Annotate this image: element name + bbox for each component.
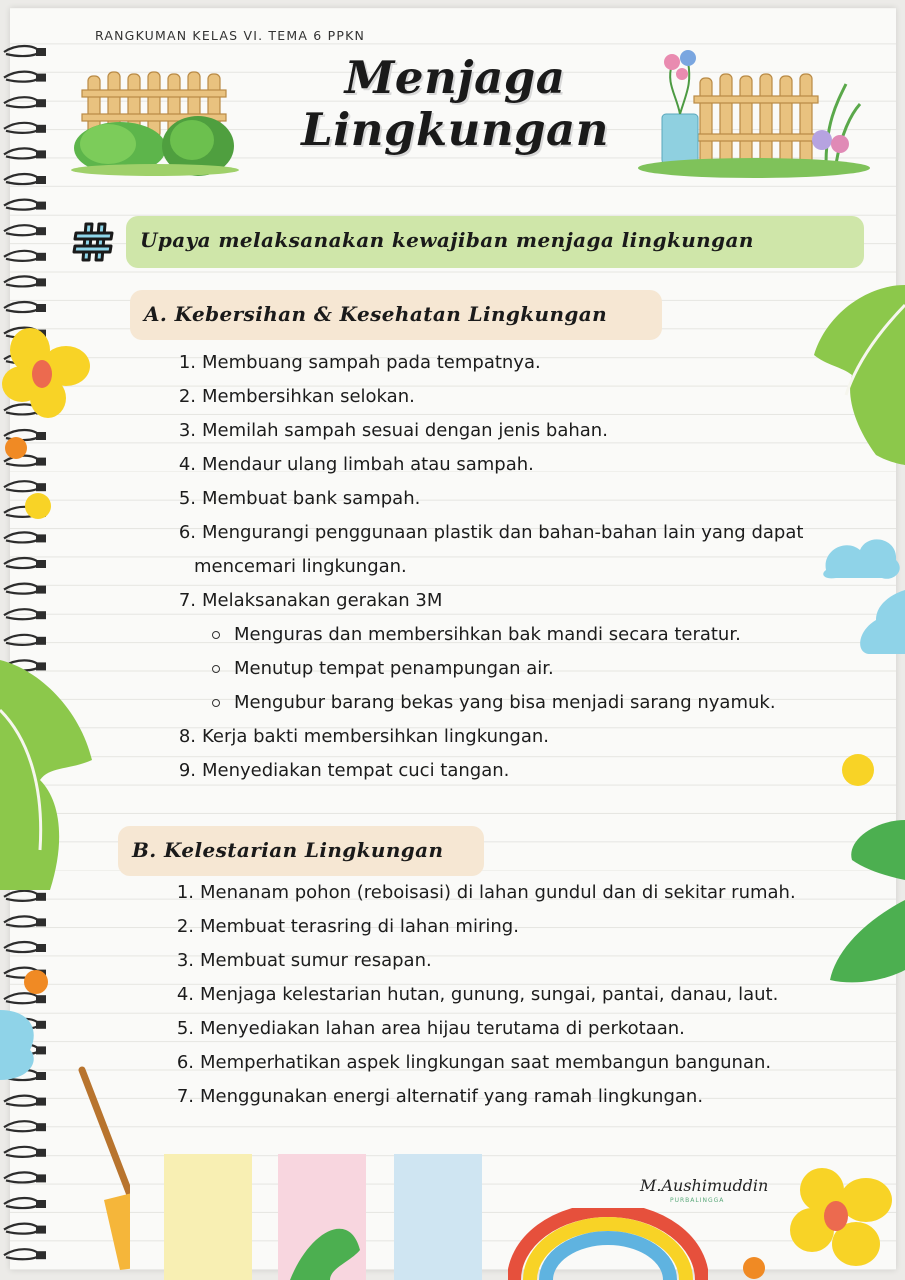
- section-a-list: [170, 346, 850, 788]
- pastel-paper-strips-icon: [160, 1150, 490, 1280]
- green-leaf-right-icon: [806, 275, 905, 470]
- hashtag-icon: [72, 220, 116, 264]
- spiral-ring: [4, 609, 40, 619]
- green-leaf-left-icon: [0, 650, 96, 900]
- list-item: 4. Menjaga kelestarian hutan, gunung, sungai, pantai, danau, laut.: [176, 984, 779, 1005]
- spiral-ring: [4, 942, 40, 952]
- spiral-ring: [4, 72, 40, 82]
- fence-flowerpot-right-illustration: [636, 44, 872, 180]
- spiral-ring: [4, 123, 40, 133]
- page-title: [290, 52, 620, 156]
- blue-cloud-right-icon: [816, 520, 905, 660]
- fence-bush-left-illustration: [70, 66, 240, 178]
- yellow-dot-icon: [836, 748, 876, 788]
- sub-list-item: Menutup tempat penampungan air.: [170, 652, 850, 686]
- spiral-hole: [36, 586, 46, 594]
- spiral-hole: [36, 278, 46, 286]
- spiral-hole: [36, 202, 46, 210]
- list-item: 1. Menanam pohon (reboisasi) di lahan gundul dan di sekitar rumah.: [176, 882, 796, 903]
- list-item: 2. Membuat terasring di lahan miring.: [176, 916, 519, 937]
- spiral-hole: [36, 304, 46, 312]
- spiral-hole: [36, 534, 46, 542]
- spiral-ring: [4, 46, 40, 56]
- list-item: 2. Membersihkan selokan.: [178, 386, 415, 407]
- list-item: 1. Membuang sampah pada tempatnya.: [178, 352, 541, 373]
- spiral-ring: [4, 558, 40, 568]
- spiral-ring: [4, 200, 40, 210]
- list-item: 6. Memperhatikan aspek lingkungan saat membangun bangunan.: [176, 1052, 772, 1073]
- signature: M.Aushimuddin: [640, 1176, 769, 1195]
- spiral-ring: [4, 174, 40, 184]
- list-item: 5. Menyediakan lahan area hijau terutama di perkotaan.: [176, 1018, 685, 1039]
- spiral-hole: [36, 99, 46, 107]
- spiral-ring: [4, 584, 40, 594]
- spiral-hole: [36, 944, 46, 952]
- spiral-hole: [36, 253, 46, 261]
- topic-banner-text: Upaya melaksanakan kewajiban menjaga lingkungan: [140, 228, 754, 252]
- list-item: 9. Menyediakan tempat cuci tangan.: [178, 760, 510, 781]
- broom-icon: [0, 960, 130, 1280]
- yellow-flower-right-icon: [782, 1160, 905, 1270]
- list-item: 3. Memilah sampah sesuai dengan jenis bahan.: [178, 420, 608, 441]
- title-line-1: Menjaga: [344, 51, 566, 104]
- spiral-ring: [4, 97, 40, 107]
- list-item: 5. Membuat bank sampah.: [178, 488, 421, 509]
- list-item: 7. Menggunakan energi alternatif yang ramah lingkungan.: [176, 1086, 704, 1107]
- yellow-flower-left-icon: [0, 320, 100, 520]
- spiral-ring: [4, 532, 40, 542]
- spiral-ring: [4, 225, 40, 235]
- spiral-hole: [36, 74, 46, 82]
- dark-green-leaf-right-icon: [826, 820, 905, 990]
- sub-list-item: Menguras dan membersihkan bak mandi secara teratur.: [170, 618, 850, 652]
- list-item: 4. Mendaur ulang limbah atau sampah.: [178, 454, 534, 475]
- spiral-hole: [36, 176, 46, 184]
- section-b-heading: B. Kelestarian Lingkungan: [132, 838, 444, 862]
- spiral-ring: [4, 302, 40, 312]
- spiral-ring: [4, 148, 40, 158]
- spiral-hole: [36, 150, 46, 158]
- spiral-hole: [36, 637, 46, 645]
- spiral-ring: [4, 276, 40, 286]
- circle-bullet-icon: [210, 666, 222, 672]
- list-item: 8. Kerja bakti membersihkan lingkungan.: [178, 726, 550, 747]
- list-item-continuation: mencemari lingkungan.: [194, 556, 407, 577]
- circle-bullet-icon: [210, 632, 222, 638]
- spiral-ring: [4, 916, 40, 926]
- list-item: 7. Melaksanakan gerakan 3M: [178, 590, 443, 611]
- signature-location: PURBALINGGA: [670, 1197, 725, 1204]
- spiral-ring: [4, 251, 40, 261]
- spiral-hole: [36, 560, 46, 568]
- section-b-list: [168, 876, 858, 1114]
- spiral-hole: [36, 227, 46, 235]
- spiral-hole: [36, 48, 46, 56]
- section-a-heading: A. Kebersihan & Kesehatan Lingkungan: [144, 302, 608, 326]
- spiral-hole: [36, 125, 46, 133]
- spiral-hole: [36, 918, 46, 926]
- circle-bullet-icon: [210, 700, 222, 706]
- rainbow-icon: [508, 1208, 708, 1280]
- orange-dot-icon: [742, 1256, 766, 1280]
- title-line-2: Lingkungan: [301, 103, 609, 156]
- list-item: 6. Mengurangi penggunaan plastik dan bahan-bahan lain yang dapat: [178, 522, 804, 543]
- sub-list-item: Mengubur barang bekas yang bisa menjadi sarang nyamuk.: [170, 686, 850, 720]
- list-item: 3. Membuat sumur resapan.: [176, 950, 432, 971]
- spiral-ring: [4, 635, 40, 645]
- subtitle: RANGKUMAN KELAS VI. TEMA 6 PPKN: [95, 28, 366, 43]
- spiral-hole: [36, 611, 46, 619]
